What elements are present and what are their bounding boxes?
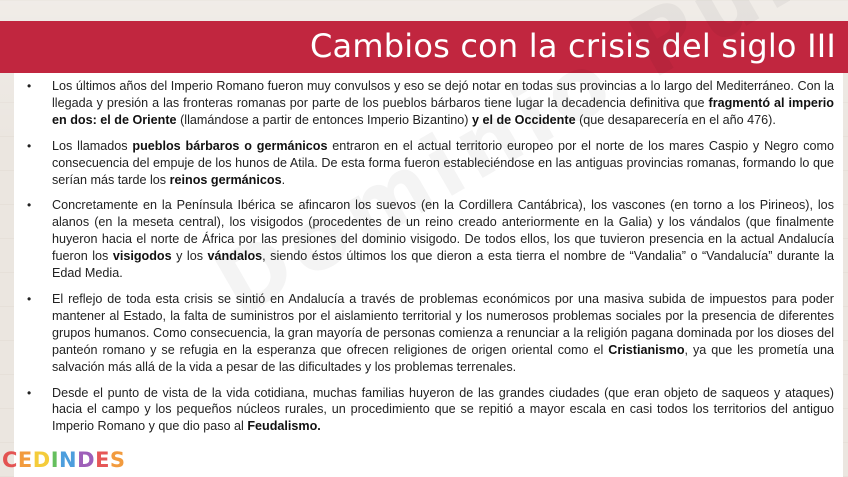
text-segment: entraron en el actual territorio europeo por el norte de los mares Caspio y Negro como consecuencia del empuje de los hunos de Atila. De esta forma fueron estableciéndose en las antiguas provincias romanas, formando lo que serían más tarde los (52, 138, 834, 187)
bold-text: reinos germánicos (169, 172, 282, 187)
bold-text: Feudalismo. (247, 419, 321, 434)
bold-text: pueblos bárbaros o germánicos (132, 138, 328, 153)
text-segment: (que desaparecería en el año 476). (575, 112, 776, 127)
text-segment: , ya que les prometía una salvación más allá de la vida a pesar de las dificultades y los problemas terrenales. (52, 342, 834, 374)
text-segment: Los últimos años del Imperio Romano fueron muy convulsos y eso se dejó notar en todas sus provincias a lo largo del Mediterráneo. Con la llegada y presión a las fronteras romanas por parte de los pueblos bárbaros tiene lugar la decadencia definitiva que (52, 79, 834, 110)
title-banner (0, 21, 848, 73)
bullet-dot-icon: • (27, 291, 32, 306)
logo-letter: D (77, 448, 96, 472)
bullet-item (14, 291, 834, 376)
bold-text: visigodos (112, 249, 172, 264)
bullet-item (14, 197, 834, 282)
bullet-dot-icon: • (27, 138, 32, 153)
bullet-list (14, 78, 834, 444)
bullet-dot-icon: • (27, 385, 32, 400)
bold-text: Cristianismo (608, 342, 685, 357)
page-title: Cambios con la crisis del siglo III (310, 27, 836, 65)
text-segment: y los (171, 249, 208, 264)
logo-letter: S (109, 448, 126, 472)
logo-letter: E (95, 448, 110, 472)
bullet-item (14, 385, 834, 436)
logo-letter: E (17, 448, 33, 472)
bullet-item (14, 78, 834, 129)
text-segment: Los llamados (52, 138, 133, 153)
text-segment: (llamándose a partir de entonces Imperio Bizantino) (176, 112, 472, 127)
bullet-dot-icon: • (27, 198, 32, 213)
logo-letter: C (2, 448, 18, 472)
bold-text: vándalos (207, 249, 263, 264)
bullet-item (14, 138, 834, 189)
bold-text: fragmentó al imperio en dos: el de Oriente (52, 95, 834, 127)
text-segment: Concretamente en la Península Ibérica se afincaron los suevos (en la Cordillera Cantábrica), los vascones (en torno a los Pirineos), los alanos (en la meseta central), los visigodos (procedentes de un reino creado anteriormente en la Galia) y los vándalos (que finalmente huyeron hacia el norte de África por las presiones del dominio visigodo. De todos ellos, los que tuvieron presencia en la actual Andalucía fueron los (52, 198, 834, 264)
logo-letter: I (50, 448, 60, 472)
text-segment: Desde el punto de vista de la vida cotidiana, muchas familias huyeron de las grandes ciudades (que eran objeto de saqueos y ataques) hacia el campo y los pequeños núcleos rurales, un procedimiento que se repitió a mayor escala en casi todos los territorios del antiguo Imperio Romano y que dio paso al (52, 385, 834, 434)
logo-letter: D (32, 448, 51, 472)
bullet-dot-icon: • (27, 79, 32, 93)
logo-letter: N (59, 448, 78, 472)
bold-text: y el de Occidente (471, 112, 576, 127)
text-segment: . (281, 172, 286, 187)
text-segment: , siendo éstos últimos los que dieron a esta tierra el nombre de “Vandalia” o “Vandalucía” durante la Edad Media. (52, 249, 834, 281)
cedindes-logo (2, 448, 126, 474)
text-segment: El reflejo de toda esta crisis se sintió en Andalucía a través de problemas económicos por una masiva subida de impuestos para poder mantener al Estado, la falta de suministros por el aislamiento territorial y los numerosos problemas sociales por la presencia de diferentes grupos humanos. Como consecuencia, la gran mayoría de personas comienza a renunciar a la religión pagana dominada por los dioses del panteón romano y se refugia en la esperanza que ofrecen religiones de origen oriental como el (52, 291, 834, 357)
